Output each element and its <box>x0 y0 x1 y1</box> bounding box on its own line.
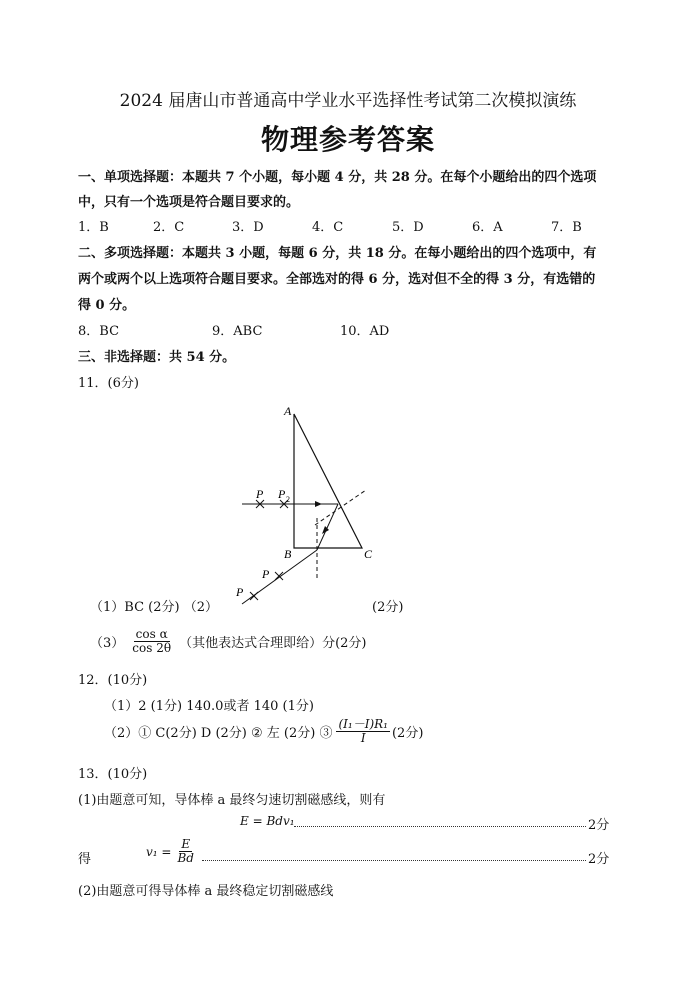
answer-10: 10．AD <box>340 324 390 339</box>
label-p2-sub: 2 <box>286 495 290 504</box>
q13-line2: (2)由题意可得导体棒 a 最终稳定切割磁感线 <box>78 884 334 899</box>
answer-6: 6．A <box>472 220 503 235</box>
answer-5: 5．D <box>392 220 424 235</box>
q11-part3-numerator: cos α <box>135 627 168 641</box>
label-p1: P <box>256 487 264 501</box>
answer-4: 4．C <box>312 220 344 235</box>
label-b: B <box>284 547 292 561</box>
reflected-ray <box>317 504 338 550</box>
q11-part3-prefix: （3） <box>90 636 125 652</box>
q11-part3-fraction <box>130 628 173 655</box>
prism-diagram <box>220 400 410 610</box>
q13-equation1: E = Bdv₁ <box>240 814 295 828</box>
prism-triangle <box>294 414 362 548</box>
answer-1: 1．B <box>78 220 109 235</box>
q11-part3 <box>90 628 366 655</box>
incident-arrow <box>315 501 322 507</box>
q11-heading: 11．(6分) <box>78 376 139 391</box>
q12-line2-text: （2）① C(2分) D (2分) ② 左 (2分) ③ <box>104 726 333 742</box>
q13-leader-dots-2 <box>202 860 586 861</box>
q13-equation2-denominator: Bd <box>177 851 194 866</box>
section1-intro-line1: 一、单项选择题：本题共 7 个小题，每小题 4 分，共 28 分。在每个小题给出的四个选项 <box>78 170 597 185</box>
q12-line2 <box>104 718 423 745</box>
normal-line-hypotenuse <box>315 490 366 525</box>
page-title: 物理参考答案 <box>260 123 435 156</box>
q11-part2-score: (2分) <box>372 600 404 615</box>
q12-line2-score: (2分) <box>391 726 424 742</box>
answer-7: 7．B <box>551 220 582 235</box>
q13-line1: (1)由题意可知，导体棒 a 最终匀速切割磁感线，则有 <box>78 793 386 808</box>
q12-line1: （1）2 (1分) 140.0或者 140 (1分) <box>104 699 314 714</box>
label-p4: P <box>236 585 244 599</box>
section2-intro-line3: 得 0 分。 <box>78 298 136 313</box>
label-a: A <box>284 404 292 418</box>
q13-de-label: 得 <box>78 852 92 867</box>
q12-heading: 12．(10分) <box>78 673 148 688</box>
section2-intro-line1: 二、多项选择题：本题共 3 小题，每题 6 分，共 18 分。在每小题给出的四个选项中，有 <box>78 246 597 261</box>
answer-3: 3．D <box>232 220 264 235</box>
q13-score1: 2分 <box>588 818 610 833</box>
q11-part1: （1）BC (2分) （2） <box>90 600 218 615</box>
section1-intro-line2: 中，只有一个选项是符合题目要求的。 <box>78 195 300 210</box>
exam-title: 2024 届唐山市普通高中学业水平选择性考试第二次模拟演练 <box>119 91 577 111</box>
label-p3: P <box>262 567 270 581</box>
q12-fraction <box>336 718 390 745</box>
q13-leader-dots-1 <box>294 826 586 827</box>
q13-equation2-fraction <box>175 838 196 865</box>
q13-heading: 13．(10分) <box>78 767 148 782</box>
q12-fraction-denominator: I <box>360 731 366 746</box>
q11-part3-suffix: （其他表达式合理即给）分(2分) <box>179 636 367 652</box>
q13-score2: 2分 <box>588 852 610 867</box>
q13-equation2-numerator: E <box>181 837 191 851</box>
section3-heading: 三、非选择题：共 54 分。 <box>78 350 236 365</box>
label-p2: P <box>278 487 286 501</box>
q11-part3-denominator: cos 2θ <box>132 641 172 656</box>
q13-equation2 <box>146 838 196 865</box>
answer-2: 2．C <box>153 220 185 235</box>
answer-9: 9．ABC <box>212 324 263 339</box>
answer-8: 8．BC <box>78 324 120 339</box>
section2-intro-line2: 两个或两个以上选项符合题目要求。全部选对的得 6 分，选对但不全的得 3 分，有选错的 <box>78 272 596 287</box>
q13-equation2-lhs: v₁ = <box>146 844 172 859</box>
label-c: C <box>364 547 373 561</box>
q12-fraction-numerator: (I₁－I)R₁ <box>338 717 388 731</box>
